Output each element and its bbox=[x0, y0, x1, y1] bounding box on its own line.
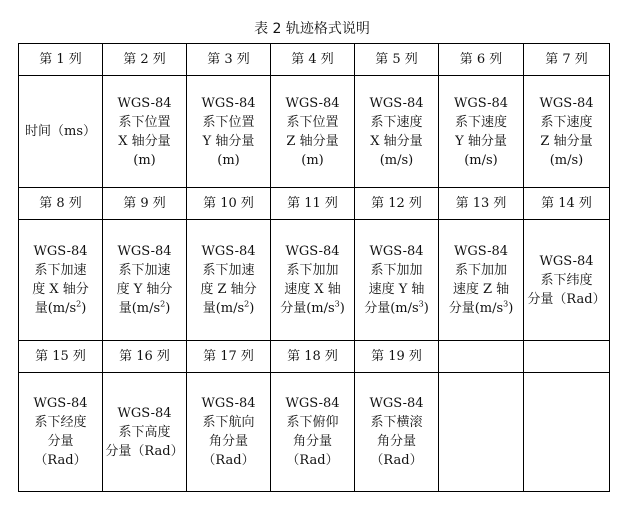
description-cell bbox=[187, 76, 271, 188]
description-line: 量$(m/s^2)$ bbox=[34, 299, 87, 316]
description-line: 分量 bbox=[47, 434, 74, 449]
description-cell bbox=[355, 76, 439, 188]
description-cell bbox=[524, 220, 610, 341]
column-header-cell: 第 13 列 bbox=[439, 188, 524, 220]
description-cell bbox=[271, 220, 355, 341]
description-line: 分量（Rad） bbox=[105, 443, 184, 459]
description-line: 系下横滚 bbox=[370, 415, 423, 430]
description-line: WGS-84 bbox=[201, 396, 256, 411]
description-line: WGS-84 bbox=[117, 244, 172, 259]
column-header-cell: 第 17 列 bbox=[187, 341, 271, 373]
description-cell bbox=[355, 373, 439, 492]
header-row bbox=[19, 44, 610, 76]
description-line: 时间（ms） bbox=[25, 124, 96, 139]
description-line: WGS-84 bbox=[369, 244, 424, 259]
column-header-cell: 第 12 列 bbox=[355, 188, 439, 220]
description-line: （Rad） bbox=[286, 453, 339, 468]
column-header-cell: 第 15 列 bbox=[19, 341, 103, 373]
description-line: WGS-84 bbox=[539, 95, 594, 111]
description-line: 角分量 bbox=[376, 434, 416, 449]
column-header-cell: 第 3 列 bbox=[187, 44, 271, 76]
description-cell bbox=[355, 220, 439, 341]
description-line: Z 轴分量 bbox=[286, 133, 339, 149]
description-line: 分量（Rad） bbox=[527, 291, 606, 307]
description-cell bbox=[103, 76, 187, 188]
description-line: 系下加速 bbox=[202, 263, 255, 278]
column-header-cell: 第 1 列 bbox=[19, 44, 103, 76]
column-header-cell: 第 2 列 bbox=[103, 44, 187, 76]
description-line: 度 Y 轴分 bbox=[116, 282, 173, 297]
description-cell bbox=[19, 220, 103, 341]
description-line: 系下位置 bbox=[118, 114, 171, 130]
description-line: 度 Z 轴分 bbox=[200, 282, 257, 297]
description-line: （Rad） bbox=[34, 453, 87, 468]
description-line: (m) bbox=[217, 152, 240, 168]
description-line: （Rad） bbox=[370, 453, 423, 468]
column-header-cell: 第 10 列 bbox=[187, 188, 271, 220]
description-line: WGS-84 bbox=[201, 244, 256, 259]
description-line: 系下位置 bbox=[202, 114, 255, 130]
description-line: 系下俯仰 bbox=[286, 415, 339, 430]
description-line: 量$(m/s^2)$ bbox=[118, 299, 171, 316]
description-line: WGS-84 bbox=[285, 244, 340, 259]
description-line: (m/s) bbox=[549, 152, 584, 168]
description-line: 量$(m/s^2)$ bbox=[202, 299, 255, 316]
description-cell bbox=[524, 373, 610, 492]
table-caption: 表 2 轨迹格式说明 bbox=[254, 21, 370, 37]
column-header-cell: 第 9 列 bbox=[103, 188, 187, 220]
description-line: (m/s) bbox=[379, 152, 414, 168]
description-line: 系下航向 bbox=[202, 415, 255, 430]
description-line: 角分量 bbox=[292, 434, 332, 449]
description-cell bbox=[439, 373, 524, 492]
description-line: 速度 X 轴 bbox=[284, 282, 341, 297]
description-line: X 轴分量 bbox=[370, 133, 423, 149]
description-cell bbox=[187, 220, 271, 341]
column-header-cell: 第 19 列 bbox=[355, 341, 439, 373]
description-line: 系下加加 bbox=[370, 263, 423, 278]
description-line: WGS-84 bbox=[33, 396, 88, 411]
header-row bbox=[19, 341, 610, 373]
description-cell bbox=[439, 76, 524, 188]
column-header-cell: 第 14 列 bbox=[524, 188, 610, 220]
description-line: 系下加加 bbox=[286, 263, 339, 278]
description-line: 系下速度 bbox=[370, 114, 423, 130]
description-line: WGS-84 bbox=[201, 95, 256, 111]
description-line: (m) bbox=[133, 152, 156, 168]
description-line: （Rad） bbox=[202, 453, 255, 468]
description-line: WGS-84 bbox=[33, 244, 88, 259]
description-line: WGS-84 bbox=[369, 95, 424, 111]
description-line: WGS-84 bbox=[453, 244, 509, 259]
description-line: 系下速度 bbox=[540, 114, 593, 130]
description-line: 角分量 bbox=[208, 434, 248, 449]
description-line: 系下高度 bbox=[118, 424, 171, 440]
column-header-cell: 第 18 列 bbox=[271, 341, 355, 373]
description-line: 系下位置 bbox=[286, 114, 339, 130]
description-cell bbox=[187, 373, 271, 492]
description-line: 度 X 轴分 bbox=[32, 282, 89, 297]
column-header-cell: 第 8 列 bbox=[19, 188, 103, 220]
column-header-cell: 第 6 列 bbox=[439, 44, 524, 76]
description-line: 分量$(m/s^3)$ bbox=[448, 299, 514, 316]
column-header-cell: 第 5 列 bbox=[355, 44, 439, 76]
description-row bbox=[19, 76, 610, 188]
description-cell bbox=[439, 220, 524, 341]
description-line: (m/s) bbox=[464, 152, 498, 168]
description-cell bbox=[524, 76, 610, 188]
description-line: WGS-84 bbox=[117, 95, 172, 111]
description-line: 系下加速 bbox=[34, 263, 87, 278]
description-line: 系下加加 bbox=[454, 263, 507, 278]
description-line: WGS-84 bbox=[369, 396, 424, 411]
description-line: X 轴分量 bbox=[118, 133, 171, 149]
description-line: 系下纬度 bbox=[540, 272, 593, 288]
description-cell bbox=[271, 76, 355, 188]
column-header-cell: 第 7 列 bbox=[524, 44, 610, 76]
column-header-cell: 第 4 列 bbox=[271, 44, 355, 76]
description-cell bbox=[103, 220, 187, 341]
column-header-cell: 第 16 列 bbox=[103, 341, 187, 373]
description-cell bbox=[19, 373, 103, 492]
table-body bbox=[19, 44, 610, 492]
description-line: WGS-84 bbox=[117, 405, 172, 421]
description-cell bbox=[19, 76, 103, 188]
description-cell bbox=[271, 373, 355, 492]
description-row bbox=[19, 220, 610, 341]
description-line: 速度 Z 轴 bbox=[452, 282, 510, 297]
description-line: WGS-84 bbox=[539, 253, 594, 269]
description-line: (m) bbox=[301, 152, 324, 168]
column-header-cell bbox=[439, 341, 524, 373]
description-line: WGS-84 bbox=[453, 95, 509, 111]
description-line: WGS-84 bbox=[285, 95, 340, 111]
description-cell bbox=[103, 373, 187, 492]
description-line: 系下速度 bbox=[454, 114, 507, 130]
description-line: Z 轴分量 bbox=[540, 133, 593, 149]
description-row bbox=[19, 373, 610, 492]
description-line: 分量$(m/s^3)$ bbox=[280, 299, 345, 316]
header-row bbox=[19, 188, 610, 220]
column-header-cell: 第 11 列 bbox=[271, 188, 355, 220]
description-line: Y 轴分量 bbox=[202, 133, 255, 149]
description-line: 系下经度 bbox=[34, 415, 87, 430]
description-line: WGS-84 bbox=[285, 396, 340, 411]
trajectory-format-table bbox=[18, 43, 610, 492]
description-line: 分量$(m/s^3)$ bbox=[364, 299, 429, 316]
column-header-cell bbox=[524, 341, 610, 373]
description-line: Y 轴分量 bbox=[455, 133, 507, 149]
description-line: 速度 Y 轴 bbox=[368, 282, 425, 297]
description-line: 系下加速 bbox=[118, 263, 171, 278]
